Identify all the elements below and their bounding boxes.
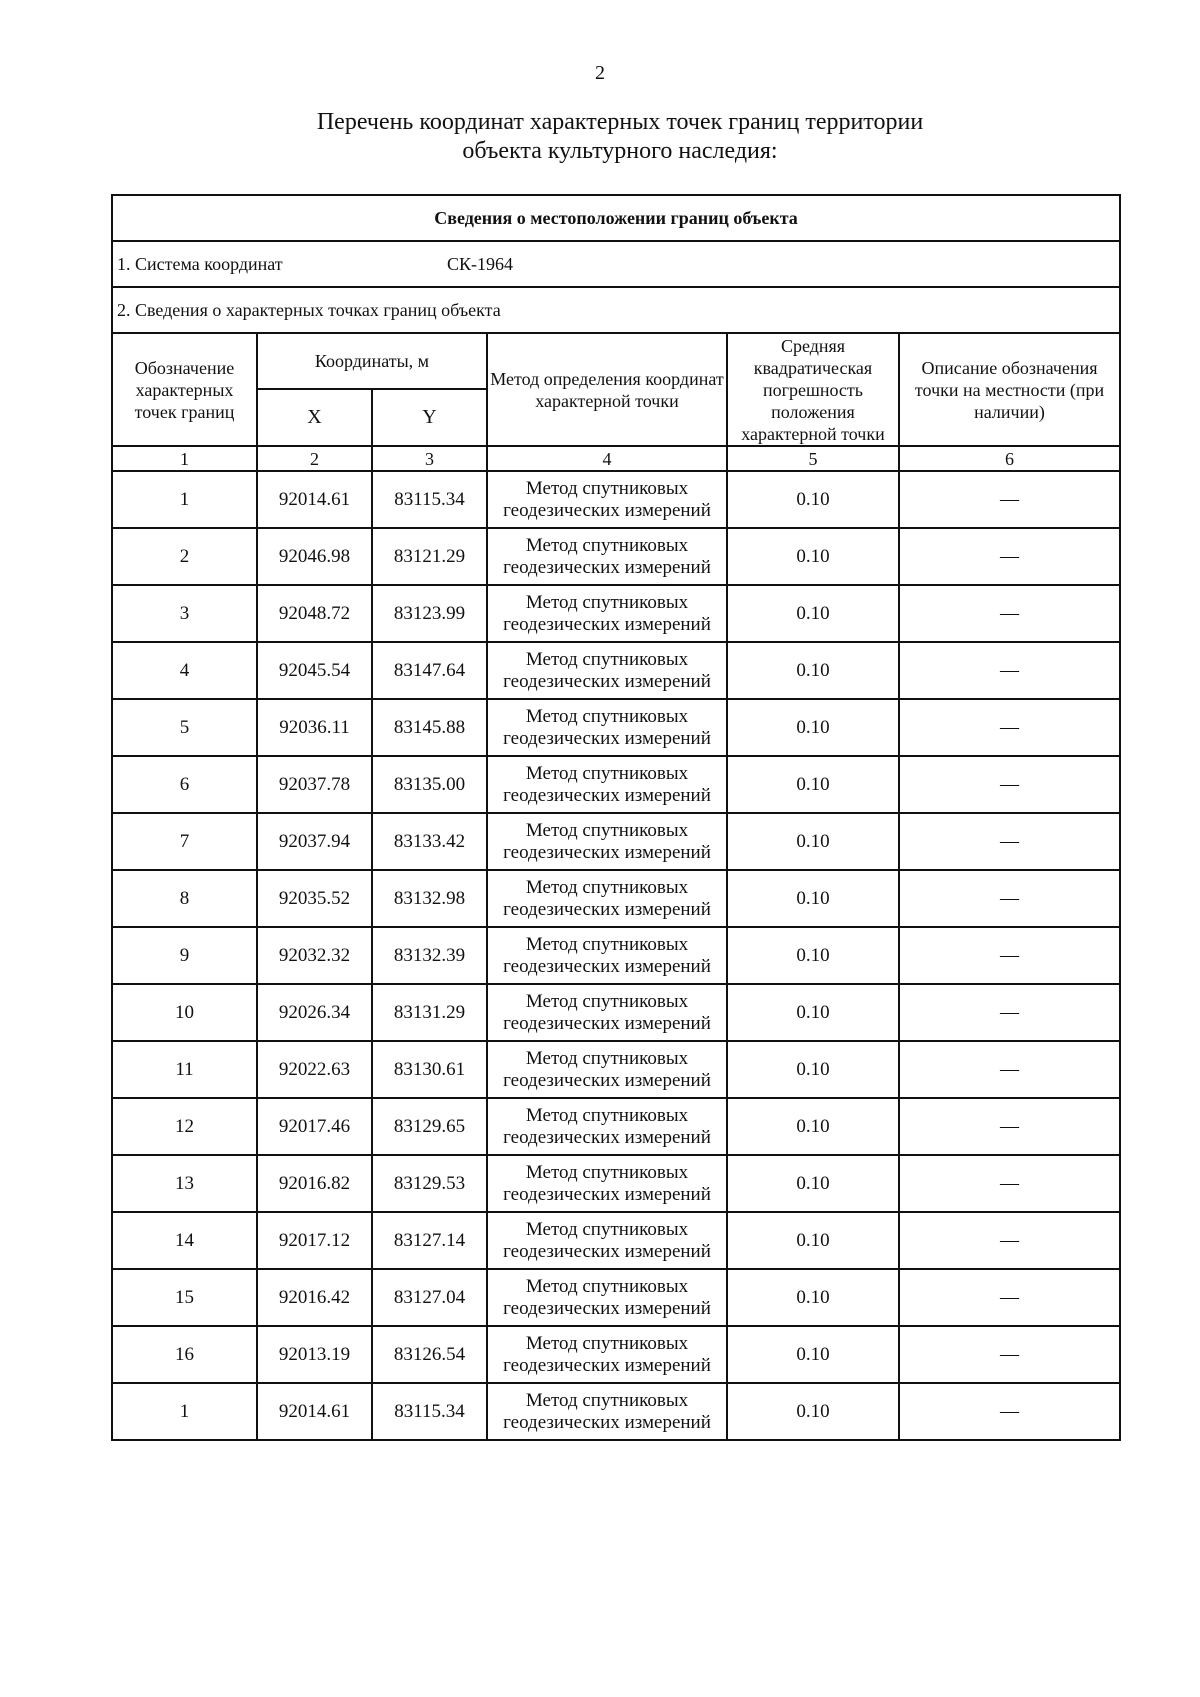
table-row	[112, 1383, 1120, 1440]
table-row	[112, 870, 1120, 927]
header-method: Метод определения координат характерной точки	[487, 333, 727, 446]
method-cell: Метод спутниковых геодезических измерений	[487, 471, 727, 528]
x-coordinate-cell: 92036.11	[257, 699, 372, 756]
header-designation: Обозначение характерных точек границ	[112, 333, 257, 446]
method-cell: Метод спутниковых геодезических измерений	[487, 984, 727, 1041]
x-coordinate-cell: 92017.12	[257, 1212, 372, 1269]
y-coordinate-cell: 83115.34	[372, 1383, 487, 1440]
method-cell: Метод спутниковых геодезических измерений	[487, 870, 727, 927]
point-cell: 15	[112, 1269, 257, 1326]
header-description: Описание обозначения точки на местности (при наличии)	[899, 333, 1120, 446]
coordinates-table	[111, 194, 1121, 1441]
table-row	[112, 927, 1120, 984]
method-cell: Метод спутниковых геодезических измерений	[487, 1041, 727, 1098]
method-cell: Метод спутниковых геодезических измерений	[487, 585, 727, 642]
point-cell: 11	[112, 1041, 257, 1098]
error-cell: 0.10	[727, 756, 899, 813]
table-row	[112, 1041, 1120, 1098]
point-cell: 7	[112, 813, 257, 870]
table-row	[112, 1098, 1120, 1155]
method-cell: Метод спутниковых геодезических измерений	[487, 1212, 727, 1269]
coord-system-row	[112, 241, 1120, 287]
column-number: 2	[257, 446, 372, 471]
y-coordinate-cell: 83123.99	[372, 585, 487, 642]
point-cell: 8	[112, 870, 257, 927]
method-cell: Метод спутниковых геодезических измерений	[487, 1383, 727, 1440]
coord-system-label: 1. Система координат	[117, 253, 283, 274]
column-number: 1	[112, 446, 257, 471]
error-cell: 0.10	[727, 1155, 899, 1212]
coord-system-value: СК-1964	[447, 253, 514, 274]
x-coordinate-cell: 92035.52	[257, 870, 372, 927]
point-cell: 1	[112, 1383, 257, 1440]
column-numbers-row	[112, 446, 1120, 471]
method-cell: Метод спутниковых геодезических измерений	[487, 927, 727, 984]
column-number: 3	[372, 446, 487, 471]
description-cell: —	[899, 585, 1120, 642]
section-heading-row	[112, 195, 1120, 241]
x-coordinate-cell: 92037.94	[257, 813, 372, 870]
description-cell: —	[899, 927, 1120, 984]
table-row	[112, 984, 1120, 1041]
x-coordinate-cell: 92032.32	[257, 927, 372, 984]
x-coordinate-cell: 92026.34	[257, 984, 372, 1041]
table-row	[112, 1326, 1120, 1383]
error-cell: 0.10	[727, 1041, 899, 1098]
error-cell: 0.10	[727, 984, 899, 1041]
description-cell: —	[899, 1383, 1120, 1440]
table-row	[112, 756, 1120, 813]
x-coordinate-cell: 92016.82	[257, 1155, 372, 1212]
point-cell: 1	[112, 471, 257, 528]
description-cell: —	[899, 870, 1120, 927]
table-row	[112, 642, 1120, 699]
description-cell: —	[899, 642, 1120, 699]
description-cell: —	[899, 1269, 1120, 1326]
error-cell: 0.10	[727, 870, 899, 927]
description-cell: —	[899, 1098, 1120, 1155]
column-number: 4	[487, 446, 727, 471]
y-coordinate-cell: 83133.42	[372, 813, 487, 870]
table-row	[112, 1212, 1120, 1269]
document-title	[0, 108, 1200, 166]
column-number: 6	[899, 446, 1120, 471]
y-coordinate-cell: 83131.29	[372, 984, 487, 1041]
description-cell: —	[899, 1326, 1120, 1383]
points-heading: 2. Сведения о характерных точках границ объекта	[112, 287, 1120, 333]
y-coordinate-cell: 83121.29	[372, 528, 487, 585]
point-cell: 4	[112, 642, 257, 699]
point-cell: 13	[112, 1155, 257, 1212]
y-coordinate-cell: 83132.98	[372, 870, 487, 927]
point-cell: 3	[112, 585, 257, 642]
y-coordinate-cell: 83129.53	[372, 1155, 487, 1212]
description-cell: —	[899, 1155, 1120, 1212]
error-cell: 0.10	[727, 699, 899, 756]
x-coordinate-cell: 92022.63	[257, 1041, 372, 1098]
method-cell: Метод спутниковых геодезических измерений	[487, 1269, 727, 1326]
method-cell: Метод спутниковых геодезических измерений	[487, 756, 727, 813]
header-coordinates: Координаты, м	[257, 333, 487, 389]
x-coordinate-cell: 92045.54	[257, 642, 372, 699]
header-x: X	[257, 389, 372, 446]
y-coordinate-cell: 83127.04	[372, 1269, 487, 1326]
x-coordinate-cell: 92046.98	[257, 528, 372, 585]
table-row	[112, 1155, 1120, 1212]
header-error: Средняя квадратическая погрешность положения характерной точки	[727, 333, 899, 446]
method-cell: Метод спутниковых геодезических измерений	[487, 1155, 727, 1212]
table-row	[112, 528, 1120, 585]
point-cell: 2	[112, 528, 257, 585]
description-cell: —	[899, 699, 1120, 756]
x-coordinate-cell: 92014.61	[257, 471, 372, 528]
section-heading: Сведения о местоположении границ объекта	[112, 195, 1120, 241]
y-coordinate-cell: 83130.61	[372, 1041, 487, 1098]
error-cell: 0.10	[727, 1098, 899, 1155]
y-coordinate-cell: 83115.34	[372, 471, 487, 528]
method-cell: Метод спутниковых геодезических измерений	[487, 1326, 727, 1383]
description-cell: —	[899, 471, 1120, 528]
y-coordinate-cell: 83127.14	[372, 1212, 487, 1269]
description-cell: —	[899, 984, 1120, 1041]
point-cell: 6	[112, 756, 257, 813]
method-cell: Метод спутниковых геодезических измерений	[487, 528, 727, 585]
table-row	[112, 471, 1120, 528]
description-cell: —	[899, 756, 1120, 813]
error-cell: 0.10	[727, 642, 899, 699]
table-row	[112, 813, 1120, 870]
description-cell: —	[899, 1041, 1120, 1098]
x-coordinate-cell: 92016.42	[257, 1269, 372, 1326]
y-coordinate-cell: 83147.64	[372, 642, 487, 699]
error-cell: 0.10	[727, 1383, 899, 1440]
x-coordinate-cell: 92048.72	[257, 585, 372, 642]
coord-system-cell	[112, 241, 1120, 287]
description-cell: —	[899, 528, 1120, 585]
point-cell: 9	[112, 927, 257, 984]
x-coordinate-cell: 92017.46	[257, 1098, 372, 1155]
y-coordinate-cell: 83135.00	[372, 756, 487, 813]
method-cell: Метод спутниковых геодезических измерений	[487, 1098, 727, 1155]
document-title-line-2: объекта культурного наследия:	[462, 138, 778, 164]
table-row	[112, 585, 1120, 642]
error-cell: 0.10	[727, 528, 899, 585]
description-cell: —	[899, 1212, 1120, 1269]
document-title-line-1: Перечень координат характерных точек границ территории	[316, 109, 924, 135]
point-cell: 12	[112, 1098, 257, 1155]
point-cell: 5	[112, 699, 257, 756]
point-cell: 14	[112, 1212, 257, 1269]
error-cell: 0.10	[727, 1326, 899, 1383]
x-coordinate-cell: 92014.61	[257, 1383, 372, 1440]
page-number: 2	[595, 62, 605, 84]
y-coordinate-cell: 83129.65	[372, 1098, 487, 1155]
column-number: 5	[727, 446, 899, 471]
error-cell: 0.10	[727, 585, 899, 642]
description-cell: —	[899, 813, 1120, 870]
y-coordinate-cell: 83132.39	[372, 927, 487, 984]
point-cell: 10	[112, 984, 257, 1041]
x-coordinate-cell: 92037.78	[257, 756, 372, 813]
error-cell: 0.10	[727, 471, 899, 528]
method-cell: Метод спутниковых геодезических измерений	[487, 642, 727, 699]
method-cell: Метод спутниковых геодезических измерений	[487, 813, 727, 870]
y-coordinate-cell: 83145.88	[372, 699, 487, 756]
y-coordinate-cell: 83126.54	[372, 1326, 487, 1383]
error-cell: 0.10	[727, 1269, 899, 1326]
header-row-top	[112, 333, 1120, 389]
error-cell: 0.10	[727, 927, 899, 984]
error-cell: 0.10	[727, 1212, 899, 1269]
points-heading-row	[112, 287, 1120, 333]
table-row	[112, 1269, 1120, 1326]
x-coordinate-cell: 92013.19	[257, 1326, 372, 1383]
point-cell: 16	[112, 1326, 257, 1383]
table-row	[112, 699, 1120, 756]
method-cell: Метод спутниковых геодезических измерений	[487, 699, 727, 756]
error-cell: 0.10	[727, 813, 899, 870]
header-y: Y	[372, 389, 487, 446]
